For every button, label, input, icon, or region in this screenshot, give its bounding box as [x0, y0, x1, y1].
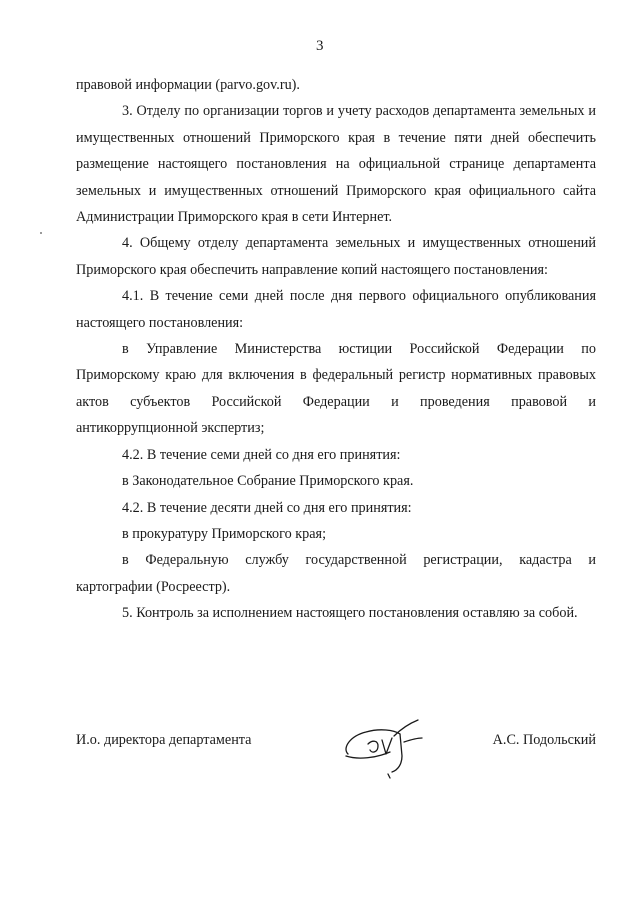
paragraph-continuation: правовой информации (parvo.gov.ru). — [76, 77, 300, 93]
paragraph-item-4-1: 4.1. В течение семи дней после дня первого официального опубликования настоящего постановления: — [76, 288, 596, 331]
paragraph-rosreestr: в Федеральную службу государственной регистрации, кадастра и картографии (Росреестр). — [76, 552, 596, 595]
handwritten-signature — [338, 714, 430, 780]
margin-mark — [40, 232, 42, 234]
paragraph-prosecutor: в прокуратуру Приморского края; — [122, 525, 327, 542]
signature-block — [76, 728, 596, 798]
signatory-title: И.о. директора департамента — [76, 732, 252, 748]
paragraph-ministry-of-justice: в Управление Министерства юстиции Российской Федерации по Приморскому краю для включения в федеральный регистр нормативных правовых актов субъектов Российской Федерации и проведения правовой и антикоррупционной экспертиз; — [76, 341, 596, 437]
signatory-name: А.С. Подольский — [492, 732, 596, 748]
paragraph-item-4-2-second: 4.2. В течение десяти дней со дня его принятия: — [122, 499, 412, 516]
page-number: 3 — [316, 38, 324, 54]
paragraph-item-3: 3. Отделу по организации торгов и учету расходов департамента земельных и имущественных отношений Приморского края в течение пяти дней обеспечить размещение настоящего постановления на официальной странице департамента земельных и имущественных отношений Приморского края официального сайта Администрации Приморского края в сети Интернет. — [76, 103, 596, 226]
paragraph-item-4-2-first: 4.2. В течение семи дней со дня его принятия: — [122, 446, 401, 463]
paragraph-item-5: 5. Контроль за исполнением настоящего постановления оставляю за собой. — [122, 605, 578, 622]
paragraph-legislative-assembly: в Законодательное Собрание Приморского края. — [122, 473, 414, 490]
paragraph-item-4: 4. Общему отделу департамента земельных и имущественных отношений Приморского края обеспечить направление копий настоящего постановления: — [76, 235, 596, 278]
document-body — [76, 72, 596, 627]
